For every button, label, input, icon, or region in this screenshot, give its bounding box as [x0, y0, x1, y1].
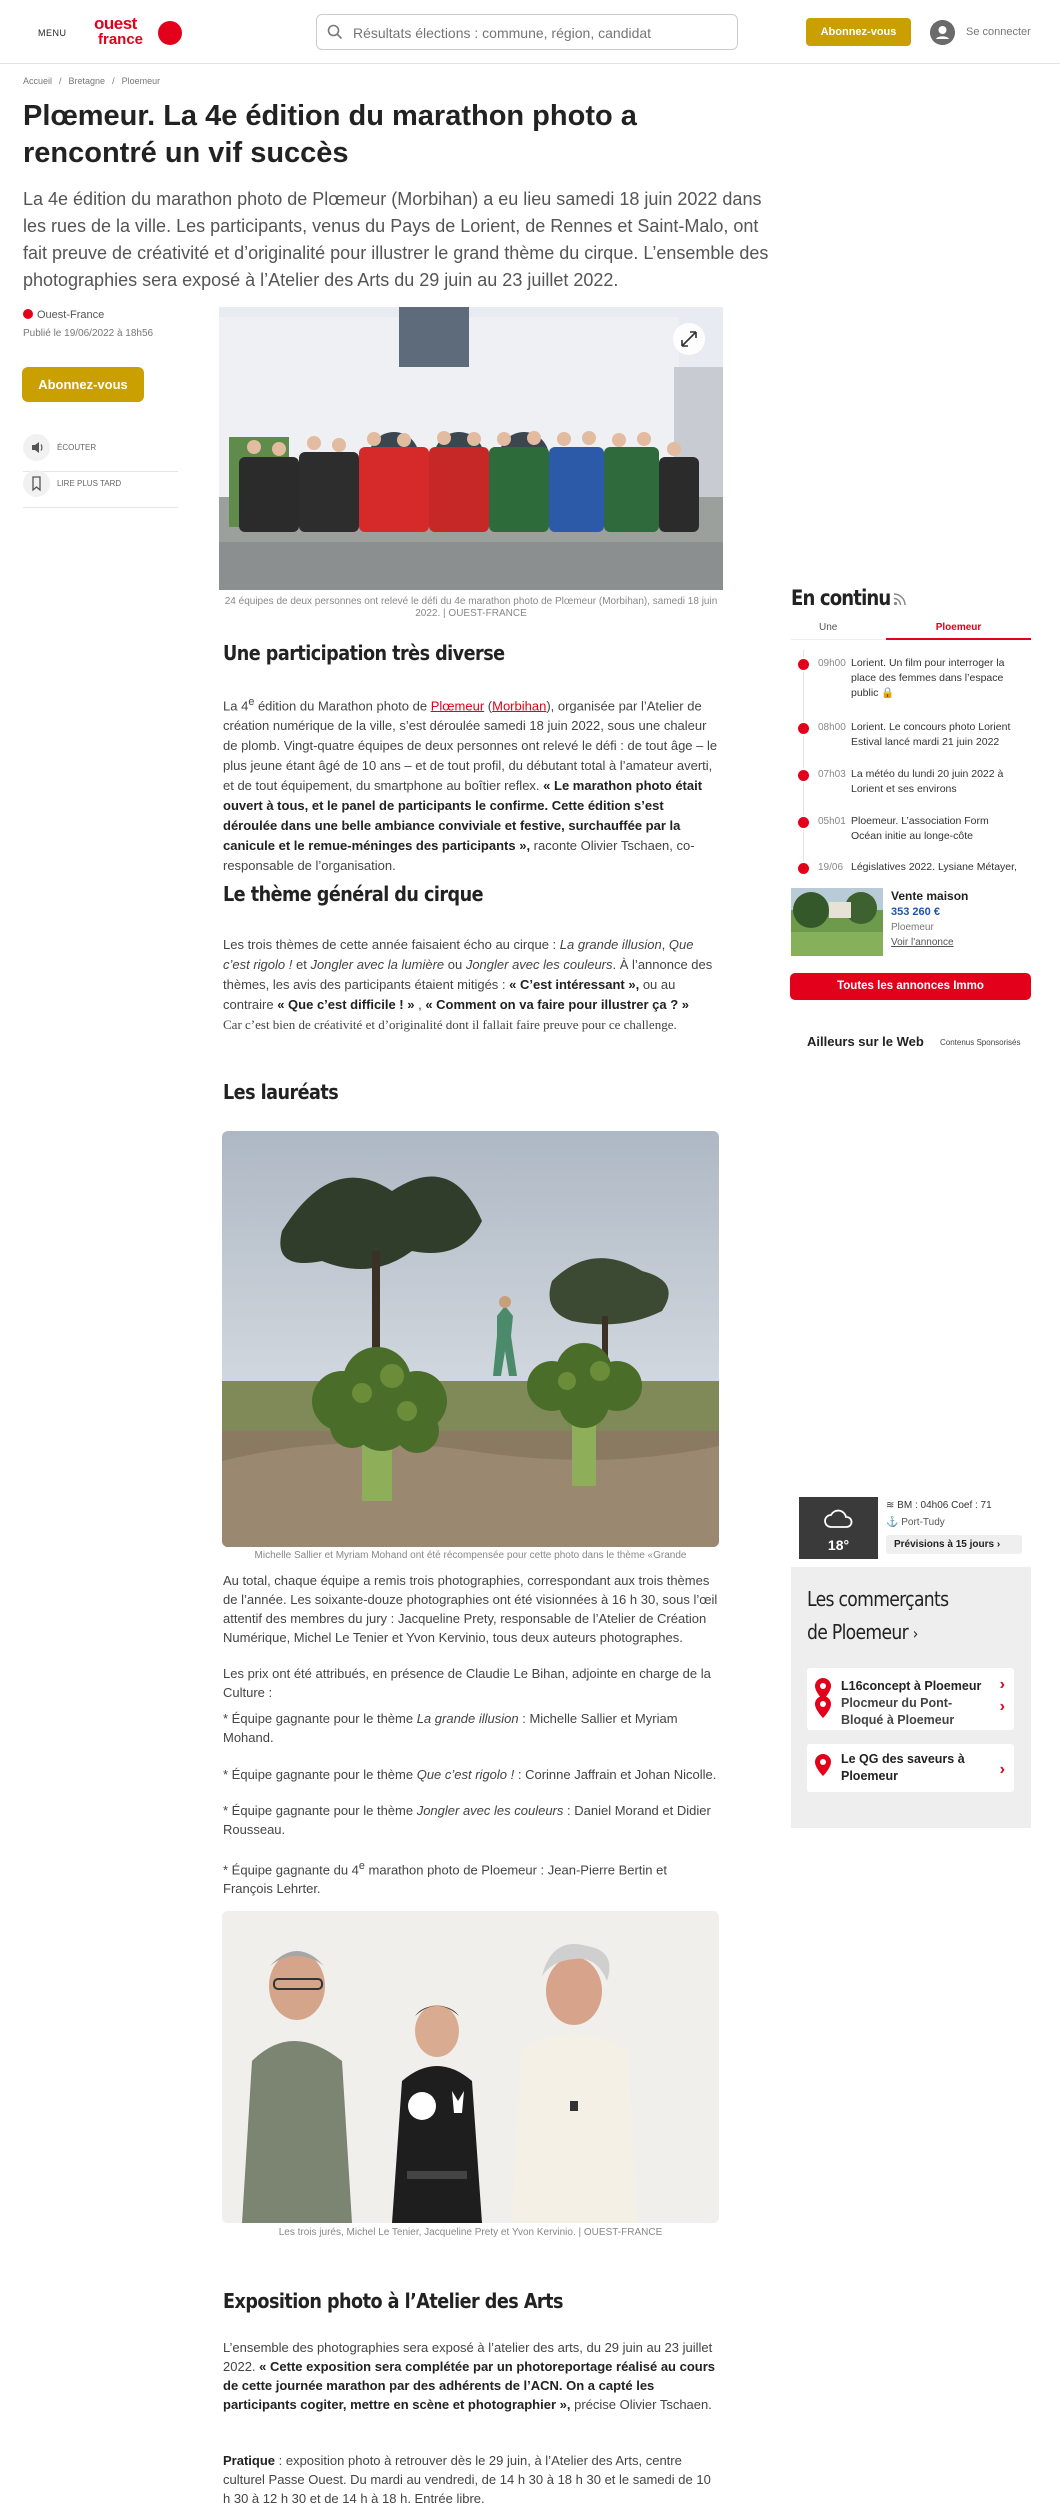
news-time: 08h00 [818, 722, 846, 733]
source-name: Ouest-France [37, 309, 105, 321]
text: Jongler avec les couleurs [416, 1803, 564, 1818]
text: : Michelle Sallier et Myriam Mohand. [223, 1711, 678, 1745]
winner-item [223, 1765, 720, 1784]
weather-temperature: 18° [827, 1537, 850, 1553]
text: e [248, 696, 255, 708]
timeline-line [803, 650, 804, 870]
chevron-right-icon: › [999, 1761, 1005, 1778]
quote: « Cette exposition sera complétée par un photoreportage réalisé au cours de cette journée marathon par des adhérents de l’ACN. On a capté les participants cogiter, mettre en scène et photographier », [223, 2359, 716, 2412]
sponsored-label: Contenus Sponsorisés [940, 1038, 1021, 1047]
winner-item [223, 1709, 720, 1747]
news-time: 07h03 [818, 769, 846, 780]
news-time: 19/06 [818, 862, 844, 873]
text: , [661, 937, 669, 952]
news-text: Législatives 2022. Lysiane Métayer, [851, 861, 1017, 873]
winner-item [223, 1801, 720, 1839]
cloud-icon [823, 1507, 855, 1531]
tab-ploemeur[interactable]: Ploemeur [886, 622, 1031, 640]
timeline-dot [798, 817, 809, 828]
group-photo[interactable] [219, 307, 723, 590]
text: L’ensemble des photographies sera exposé à l’atelier des arts, du 29 juin au 23 juillet 2022. [223, 2340, 713, 2374]
quote: « Que c’est difficile ! » [277, 997, 419, 1012]
news-text: Ploemeur. L’association Form Océan initie au longe-côte [851, 815, 989, 842]
winner-item [223, 1857, 720, 1898]
text: : Corinne Jaffrain et Johan Nicolle. [514, 1767, 717, 1782]
quote: « Le marathon photo était ouvert à tous, et le panel de participants le confirme. Cette édition s’est déroulée dans une belle ambiance conviviale et festive, surchauffée par la canicule et le remue-méninges des participants », [223, 778, 703, 854]
chevron-right-icon: › [912, 1624, 918, 1643]
section-heading: Le thème général du cirque [223, 882, 484, 906]
timeline-dot [798, 723, 809, 734]
text: * Équipe gagnante pour le thème [223, 1767, 417, 1782]
news-text: La météo du lundi 20 juin 2022 à Lorient et ses environs [851, 768, 1004, 795]
map-pin-icon [815, 1754, 831, 1776]
text: édition du Marathon photo de [254, 698, 431, 714]
breadcrumb-home[interactable]: Accueil [23, 76, 53, 86]
text: raconte Olivier Tschaen, co-responsable de l’organisation. [223, 838, 695, 874]
all-real-estate-ads-button[interactable]: Toutes les annonces Immo [790, 973, 1031, 1000]
ad-link[interactable]: Voir l'annonce [891, 937, 954, 948]
elsewhere-on-web-title: Ailleurs sur le Web [807, 1034, 924, 1049]
menu-button[interactable]: MENU [38, 28, 67, 38]
publish-date: Publié le 19/06/2022 à 18h56 [23, 328, 154, 339]
text: Les trois thèmes de cette année faisaient écho au cirque : [223, 937, 560, 952]
section-heading: Une participation très diverse [223, 641, 505, 665]
text: précise Olivier Tschaen. [574, 2397, 712, 2412]
jury-illustration [222, 1911, 719, 2223]
timeline-dot [798, 770, 809, 781]
article-title: Plœmeur. La 4e édition du marathon photo a rencontré un vif succès [23, 100, 637, 169]
text: ), organisée par l’Atelier de création numérique de la ville, s’est déroulée samedi 18 juin 2022, sous une chaleur de plomb. Vingt-quatre équipes de deux personnes ont relevé le défi : de tout âge – le plus jeune étant âgé de 10 ans – et de tout profil, du débutant total à l’amateur averti, et de tout équipement, du smartphone au boîtier reflex. [223, 698, 718, 794]
expand-icon[interactable] [677, 327, 701, 351]
real-estate-ad[interactable] [791, 888, 1031, 958]
local-shops-widget [791, 1567, 1031, 1828]
shop-name: Le QG des saveurs à Ploemeur [841, 1752, 965, 1783]
ouest-france-logo[interactable] [94, 16, 184, 50]
search-icon [327, 24, 343, 40]
photo-caption: 24 équipes de deux personnes ont relevé le défi du 4e marathon photo de Plœmeur (Morbihan), samedi 18 juin 2022. | OUEST-FRANCE [224, 596, 718, 619]
source-dot-icon [23, 309, 33, 319]
chevron-right-icon: › [999, 1698, 1005, 1715]
search-input[interactable] [353, 21, 723, 45]
text: ( [484, 698, 493, 714]
divider [23, 507, 178, 508]
section-heading: Exposition photo à l’Atelier des Arts [223, 2289, 563, 2313]
wave-icon: ≋ [886, 1500, 898, 1511]
text: et [292, 957, 311, 972]
photo-caption: Michelle Sallier et Myriam Mohand ont été récompensée pour cette photo dans le thème «Grande [254, 1550, 687, 1561]
search-box[interactable] [316, 14, 738, 50]
tide-location [886, 1517, 945, 1528]
text: ou au contraire [223, 977, 676, 1012]
live-news-title: En continu [791, 586, 891, 610]
text: * Équipe gagnante pour le thème [223, 1803, 417, 1818]
news-text: Lorient. Le concours photo Lorient Estival lancé mardi 21 juin 2022 [851, 721, 1011, 748]
subscribe-button[interactable]: Abonnez-vous [806, 18, 911, 46]
text: ou [444, 957, 466, 972]
text: e [358, 1860, 365, 1872]
read-later-label: LIRE PLUS TARD [57, 479, 122, 488]
article-paragraph [223, 2451, 720, 2508]
speaker-icon [23, 434, 50, 461]
weather-box [799, 1497, 878, 1559]
breadcrumb-region[interactable]: Bretagne [68, 76, 106, 86]
text: , [418, 997, 426, 1012]
morbihan-link[interactable]: Morbihan [492, 698, 547, 714]
news-time: 05h01 [818, 816, 846, 827]
rss-icon[interactable] [893, 592, 907, 606]
label: Pratique [223, 2453, 276, 2468]
listen-label: ÉCOUTER [57, 443, 97, 452]
chevron-right-icon: › [999, 1676, 1005, 1693]
article-source [23, 309, 104, 321]
ad-price: 353 260 € [891, 906, 940, 918]
anchor-icon: ⚓ [886, 1517, 902, 1528]
text: : exposition photo à retrouver dès le 29 juin, à l’Atelier des Arts, centre culturel Passe Ouest. Du mardi au vendredi, de 14 h 30 à 18 h 30 et le samedi de 10 h 30 à 12 h 30 et de 14 h à 18 h. Entrée libre. [223, 2453, 711, 2506]
tide-info [886, 1500, 992, 1511]
text: * Équipe gagnante pour le thème [223, 1711, 417, 1726]
site-header [0, 0, 1060, 64]
user-avatar-icon [930, 20, 955, 45]
text: * Équipe gagnante du 4 [223, 1862, 359, 1878]
article-paragraph [223, 2338, 720, 2414]
quote: « C’est intéressant », [509, 977, 643, 992]
house-photo [791, 888, 883, 956]
map-pin-icon [815, 1696, 831, 1718]
article-paragraph [223, 692, 720, 876]
article-paragraph: Les prix ont été attribués, en présence de Claudie Le Bihan, adjointe en charge de la Culture : [223, 1666, 711, 1700]
local-shops-title[interactable] [807, 1583, 970, 1650]
text: marathon photo de Ploemeur : Jean-Pierre Bertin et François Lehrter. [223, 1862, 667, 1897]
section-heading: Les lauréats [223, 1080, 339, 1104]
broccoli-illustration [222, 1131, 719, 1547]
read-later-button[interactable] [23, 470, 178, 498]
shop-name: L16concept à Ploemeur [841, 1679, 982, 1693]
tab-une[interactable]: Une [819, 622, 838, 633]
tide-text: BM : 04h06 Coef : 71 [897, 1500, 992, 1511]
photo-caption: Les trois jurés, Michel Le Tenier, Jacqueline Prety et Yvon Kervinio. | OUEST-FRANCE [278, 2227, 663, 2238]
logo-text-ouest: ouest [94, 14, 137, 33]
live-news-tabs [791, 622, 1031, 640]
news-time: 09h00 [818, 658, 846, 669]
listen-button[interactable] [23, 434, 178, 462]
article-paragraph: Au total, chaque équipe a remis trois photographies, correspondant aux trois thèmes de l’année. Les soixante-douze photographies ont été visionnées à 16 h 30, sous l’œil attentif des membres du jury : Jacqueline Prety, responsable de l’Atelier de Création Numérique, Michel Le Tenier et Yvon Kervinio, tous deux auteurs photographes. [223, 1573, 718, 1645]
ploemeur-link[interactable]: Plœmeur [430, 698, 485, 714]
shop-card[interactable] [807, 1744, 1014, 1792]
ad-title: Vente maison [891, 889, 969, 903]
shop-name-overlap: Plocmeur du Pont-Bloqué à Ploemeur [841, 1696, 955, 1727]
group-photo-illustration [219, 307, 723, 590]
logo-dot [158, 21, 182, 45]
text: Car c’est bien de créativité et d’originalité dont il fallait faire preuve pour ce challenge. [223, 1017, 677, 1032]
quote: « Comment on va faire pour illustrer ça ? » [425, 997, 690, 1012]
login-label: Se connecter [966, 26, 1031, 38]
text: Jongler avec les couleurs [465, 957, 613, 972]
text: La grande illusion [416, 1711, 519, 1726]
text: Que c’est rigolo ! [416, 1767, 515, 1782]
bookmark-icon [23, 470, 50, 497]
timeline-dot [798, 659, 809, 670]
broccoli-photo[interactable] [222, 1131, 719, 1547]
ad-place: Ploemeur [891, 922, 934, 933]
text: Que c’est rigolo ! [223, 937, 694, 972]
forecast-button[interactable]: Prévisions à 15 jours › [886, 1535, 1022, 1554]
text: : Daniel Morand et Didier Rousseau. [223, 1803, 711, 1837]
article-lead: La 4e édition du marathon photo de Plœmeur (Morbihan) a eu lieu samedi 18 juin 2022 dans les rues de la ville. Les participants, venus du Pays de Lorient, de Rennes et Saint-Malo, ont fait preuve de créativité et d’originalité pour illustrer le grand thème du cirque. L’ensemble des photographies sera exposé à l’Atelier des Arts du 29 juin au 23 juillet 2022. [23, 189, 769, 290]
breadcrumb: Accueil / Bretagne / Ploemeur [23, 76, 161, 86]
jury-photo[interactable] [222, 1911, 719, 2223]
breadcrumb-city[interactable]: Ploemeur [121, 76, 161, 86]
news-text: Lorient. Un film pour interroger la place des femmes dans l’espace public 🔒 [851, 657, 1005, 699]
text: La 4 [223, 698, 249, 714]
weather-widget[interactable] [799, 1497, 1031, 1559]
text: Jongler avec la lumière [310, 957, 445, 972]
logo-text-france: france [98, 31, 144, 48]
text: La grande illusion [559, 937, 662, 952]
location-text: Port-Tudy [901, 1517, 945, 1528]
text: . À l’annonce des thèmes, les avis des participants étaient mitigés : [223, 957, 713, 992]
timeline-dot [798, 863, 809, 874]
title-text: Les commerçants de Ploemeur [807, 1587, 949, 1644]
shop-card[interactable] [807, 1668, 1014, 1730]
article-paragraph [223, 935, 720, 1035]
subscribe-button-article[interactable]: Abonnez-vous [22, 367, 144, 402]
